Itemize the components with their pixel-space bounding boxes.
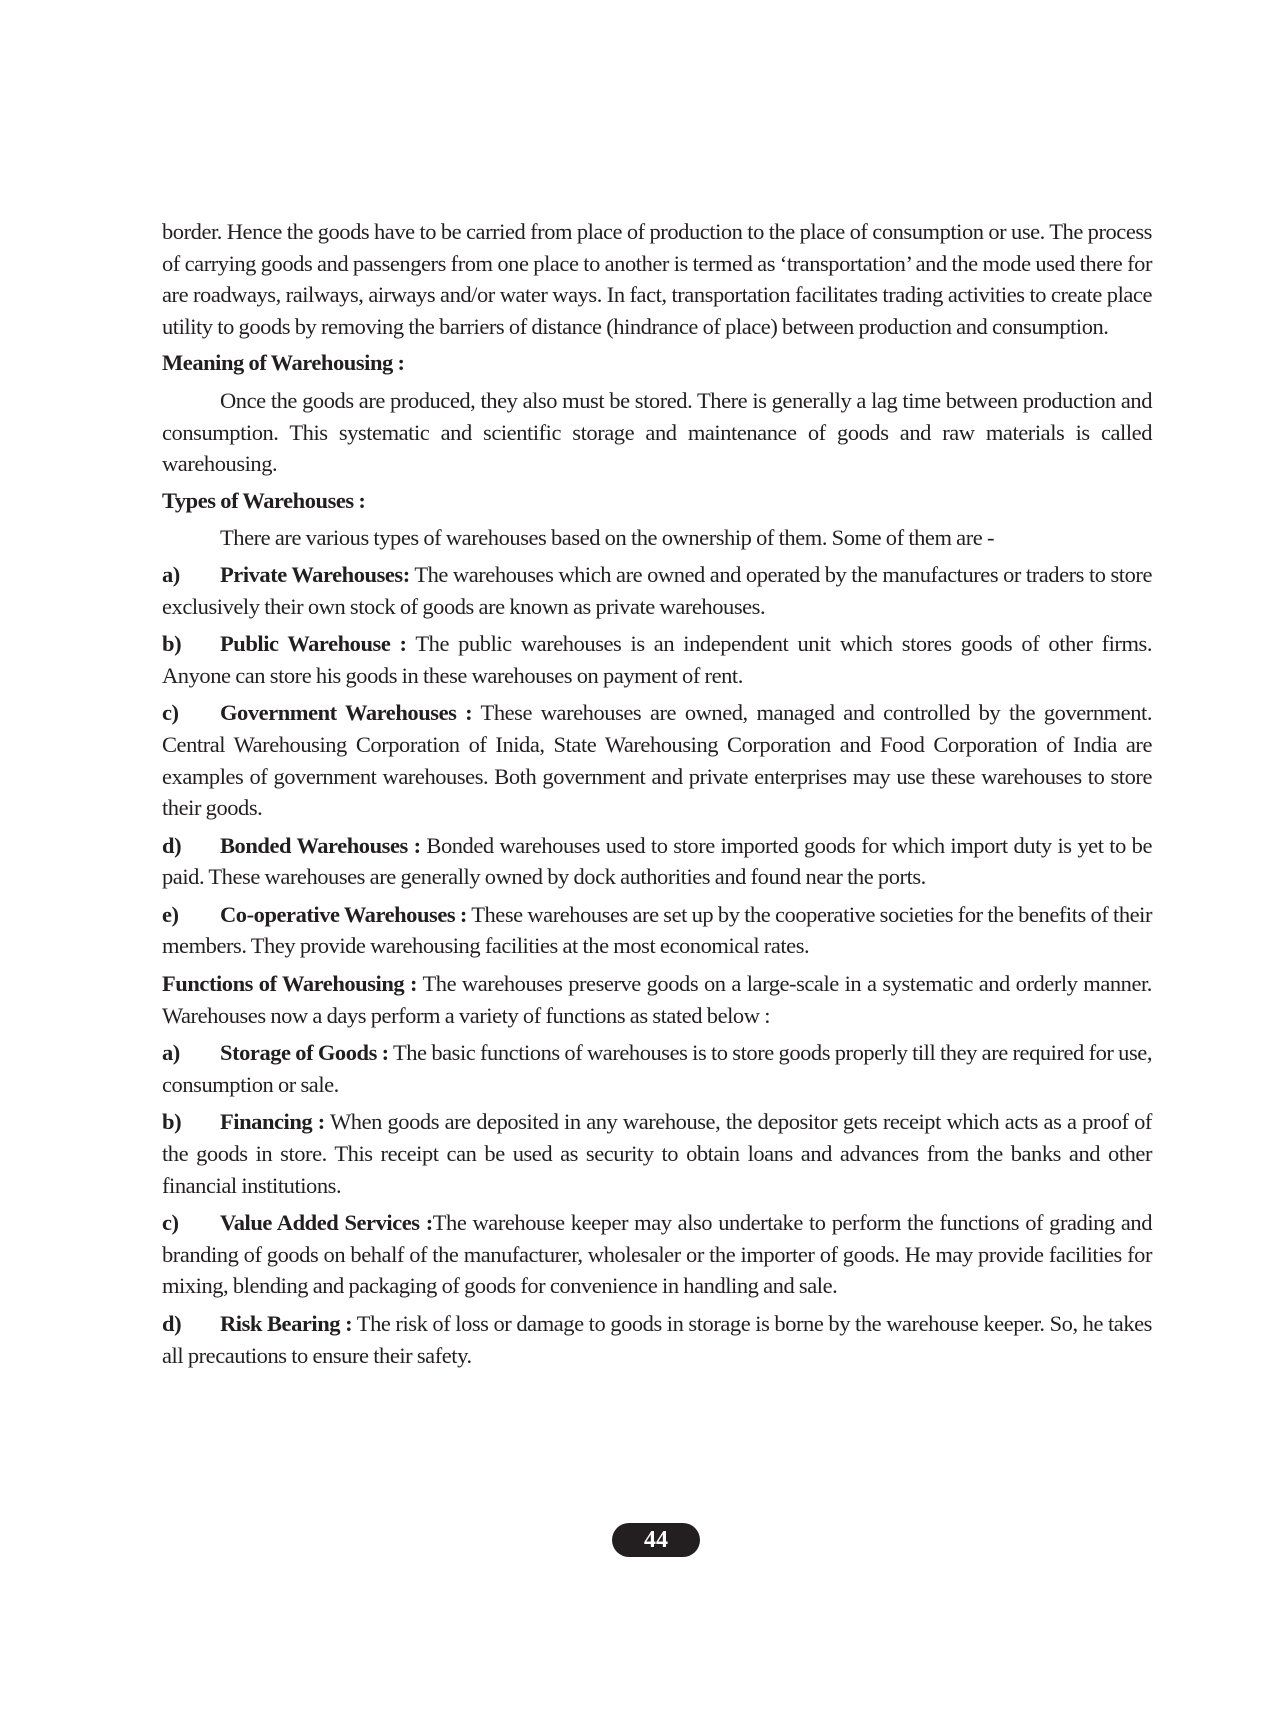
item-label: c) xyxy=(162,1210,179,1236)
item-term: Bonded Warehouses : xyxy=(220,832,421,858)
item-text: The risk of loss or damage to goods in storage is borne by the warehouse keeper. So, he takes all precautions to ensure their safety. xyxy=(162,1311,1152,1368)
meaning-heading: Meaning of Warehousing : xyxy=(162,350,405,376)
item-label: b) xyxy=(162,1109,182,1135)
item-text: When goods are deposited in any warehouse, the depositor gets receipt which acts as a proof of the goods in store. This receipt can be used as security to obtain loans and advances from the banks and other financial institutions. xyxy=(162,1109,1152,1198)
item-label: e) xyxy=(162,901,179,927)
item-label: c) xyxy=(162,700,179,726)
page-body xyxy=(162,216,1152,1377)
item-text: Bonded warehouses used to store imported goods for which import duty is yet to be paid. These warehouses are generally owned by dock authorities and found near the ports. xyxy=(162,832,1152,890)
item-label: a) xyxy=(162,561,180,587)
item-term: Private Warehouses: xyxy=(220,561,410,587)
types-item-bonded xyxy=(162,830,1152,893)
functions-item-financing xyxy=(162,1106,1152,1201)
item-term: Government Warehouses : xyxy=(220,700,473,726)
functions-item-risk-bearing xyxy=(162,1308,1152,1371)
functions-intro xyxy=(162,968,1152,1031)
item-term: Risk Bearing : xyxy=(220,1311,353,1336)
item-term: Financing : xyxy=(220,1109,325,1135)
item-label: d) xyxy=(162,832,182,858)
types-intro: There are various types of warehouses based on the ownership of them. Some of them are - xyxy=(220,525,995,551)
intro-paragraph: border. Hence the goods have to be carried from place of production to the place of consumption or use. The process of carrying goods and passengers from one place to another is termed as ‘transportation’ and the mode used there for are roadways, railways, airways and/or water ways. In fact, transportation facilitates trading activities to create place utility to goods by removing the barriers of distance (hindrance of place) between production and consumption. xyxy=(162,219,1152,339)
types-item-public xyxy=(162,628,1152,691)
item-label: d) xyxy=(162,1311,182,1336)
types-item-private xyxy=(162,559,1152,622)
item-term: Co-operative Warehouses : xyxy=(220,901,467,927)
item-text: These warehouses are owned, managed and controlled by the government. Central Warehousing Corporation of Inida, State Warehousing Corporation and Food Corporation of India are examples of government warehouses. Both government and private enterprises may use these warehouses to store their goods. xyxy=(162,700,1152,821)
item-label: a) xyxy=(162,1040,180,1066)
item-term: Public Warehouse : xyxy=(220,631,407,657)
item-term: Storage of Goods : xyxy=(220,1040,389,1066)
item-text: The warehouses which are owned and operated by the manufactures or traders to store exclusively their own stock of goods are known as private warehouses. xyxy=(162,561,1152,619)
functions-item-value-added xyxy=(162,1207,1152,1302)
item-text: The basic functions of warehouses is to store goods properly till they are required for use, consumption or sale. xyxy=(162,1040,1152,1097)
functions-text: The warehouses preserve goods on a large-scale in a systematic and orderly manner. Warehouses now a days perform a variety of functions as stated below : xyxy=(162,971,1152,1028)
functions-item-storage xyxy=(162,1037,1152,1100)
types-item-cooperative xyxy=(162,899,1152,962)
item-label: b) xyxy=(162,631,182,657)
page-number-badge: 44 xyxy=(612,1523,700,1557)
item-text: The public warehouses is an independent unit which stores goods of other firms. Anyone can store his goods in these warehouses on payment of rent. xyxy=(162,631,1153,688)
item-text: These warehouses are set up by the cooperative societies for the benefits of their members. They provide warehousing facilities at the most economical rates. xyxy=(162,901,1152,959)
types-heading: Types of Warehouses : xyxy=(162,487,366,513)
functions-heading: Functions of Warehousing : xyxy=(162,971,418,997)
item-text: The warehouse keeper may also undertake to perform the functions of grading and branding of goods on behalf of the manufacturer, wholesaler or the importer of goods. He may provide facilities for mixing, blending and packaging of goods for convenience in handling and sale. xyxy=(162,1210,1153,1299)
item-term: Value Added Services : xyxy=(220,1210,433,1236)
meaning-paragraph: Once the goods are produced, they also must be stored. There is generally a lag time between production and consumption. This systematic and scientific storage and maintenance of goods and raw materials is called warehousing. xyxy=(162,387,1152,477)
types-item-government xyxy=(162,697,1152,823)
